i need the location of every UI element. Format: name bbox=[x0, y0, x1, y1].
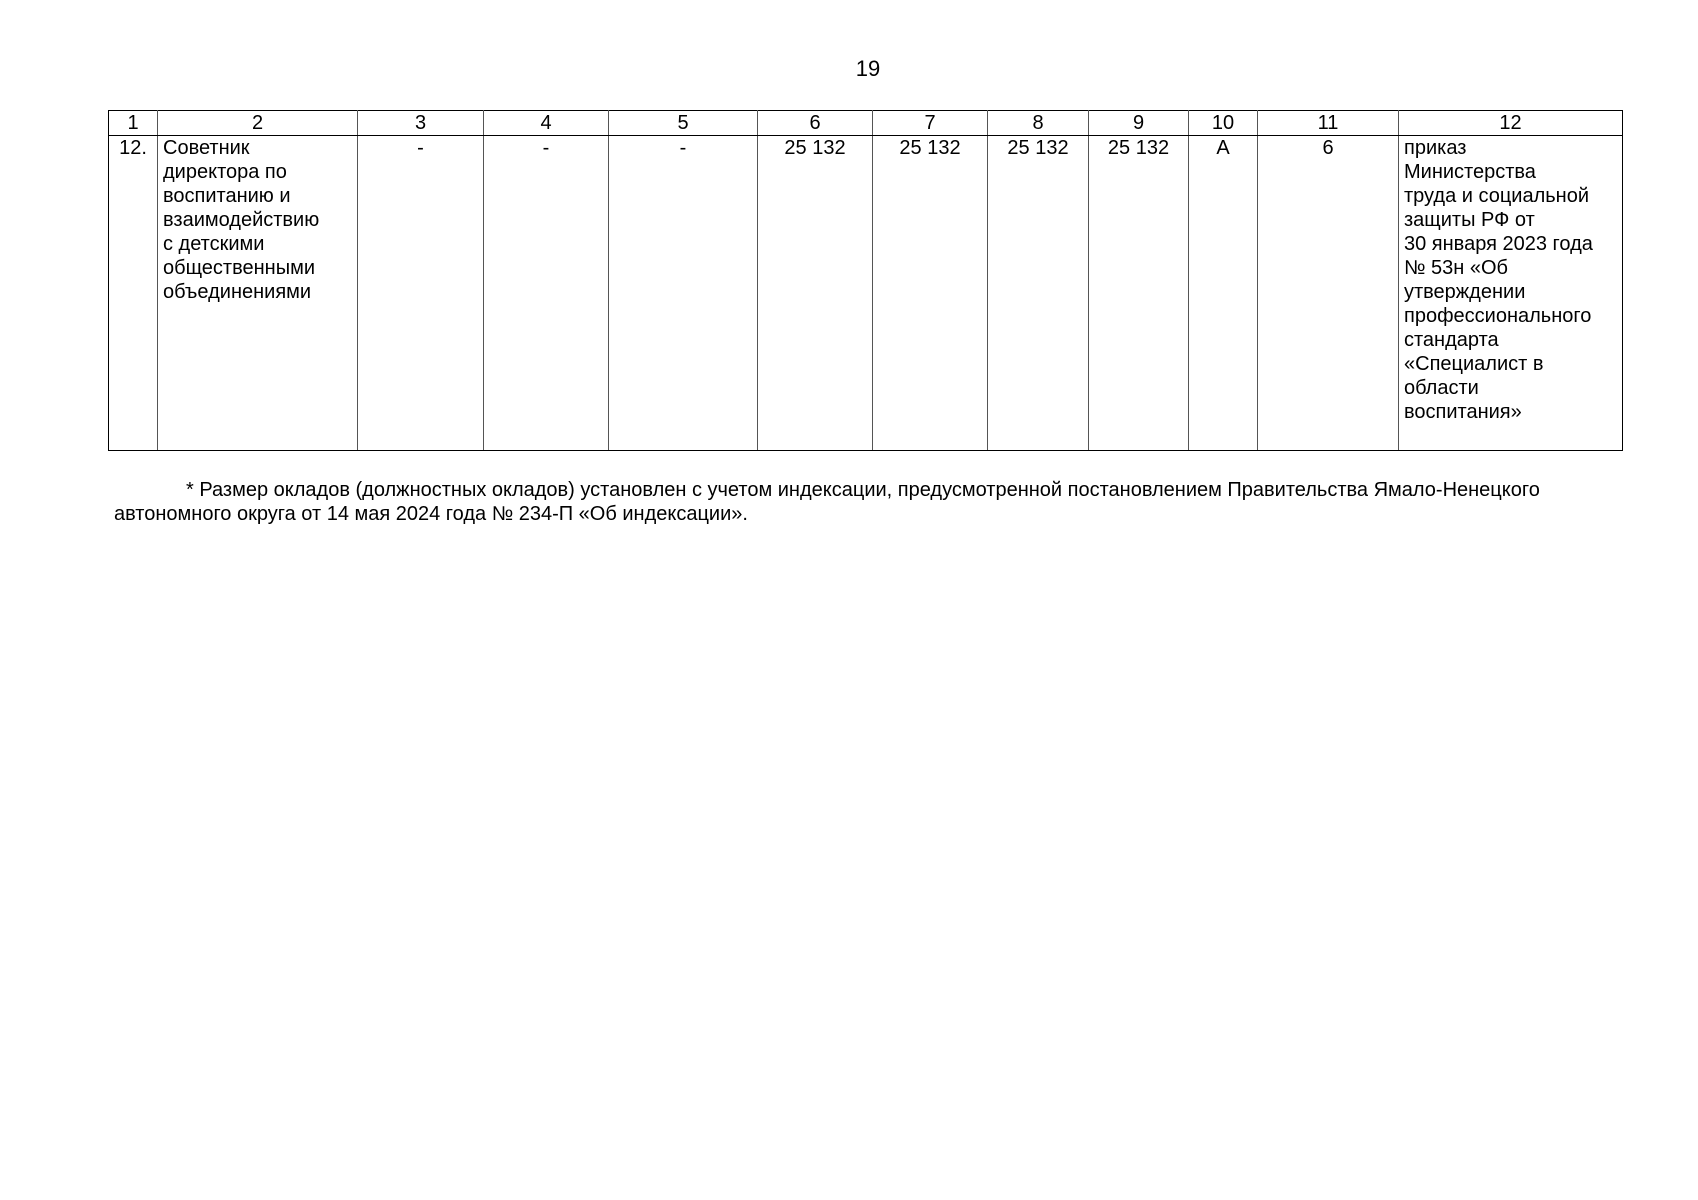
column-header: 2 bbox=[158, 111, 358, 136]
page-number: 19 bbox=[855, 56, 881, 81]
column-header: 4 bbox=[484, 111, 609, 136]
table-cell-3: - bbox=[358, 136, 484, 451]
column-header: 3 bbox=[358, 111, 484, 136]
column-header: 9 bbox=[1089, 111, 1189, 136]
row-number: 12. bbox=[109, 136, 158, 451]
column-header: 7 bbox=[873, 111, 988, 136]
salary-cell-9: 25 132 bbox=[1089, 136, 1189, 451]
table-cell-5: - bbox=[609, 136, 758, 451]
footnote: * Размер окладов (должностных окладов) установлен с учетом индексации, предусмотренной постановлением Правительства Ямало-Ненецкого автономного округа от 14 мая 2024 года № 234-П «Об индексации». bbox=[114, 479, 1540, 525]
column-header: 5 bbox=[609, 111, 758, 136]
column-header: 8 bbox=[988, 111, 1089, 136]
salary-cell-7: 25 132 bbox=[873, 136, 988, 451]
column-header: 11 bbox=[1258, 111, 1399, 136]
position-title: Советник директора по воспитанию и взаимодействию с детскими общественными объединениями bbox=[158, 136, 358, 451]
table-cell-11: 6 bbox=[1258, 136, 1399, 451]
column-header: 10 bbox=[1189, 111, 1258, 136]
table-cell-10: А bbox=[1189, 136, 1258, 451]
legal-basis: приказ Министерства труда и социальной защиты РФ от 30 января 2023 года № 53н «Об утверждении профессионального стандарта «Специалист в области воспитания» bbox=[1399, 136, 1623, 451]
table-header-row bbox=[109, 111, 1623, 136]
column-header: 1 bbox=[109, 111, 158, 136]
salary-table bbox=[108, 110, 1623, 451]
table-row bbox=[109, 136, 1623, 451]
salary-cell-6: 25 132 bbox=[758, 136, 873, 451]
column-header: 12 bbox=[1399, 111, 1623, 136]
column-header: 6 bbox=[758, 111, 873, 136]
table-cell-4: - bbox=[484, 136, 609, 451]
salary-cell-8: 25 132 bbox=[988, 136, 1089, 451]
